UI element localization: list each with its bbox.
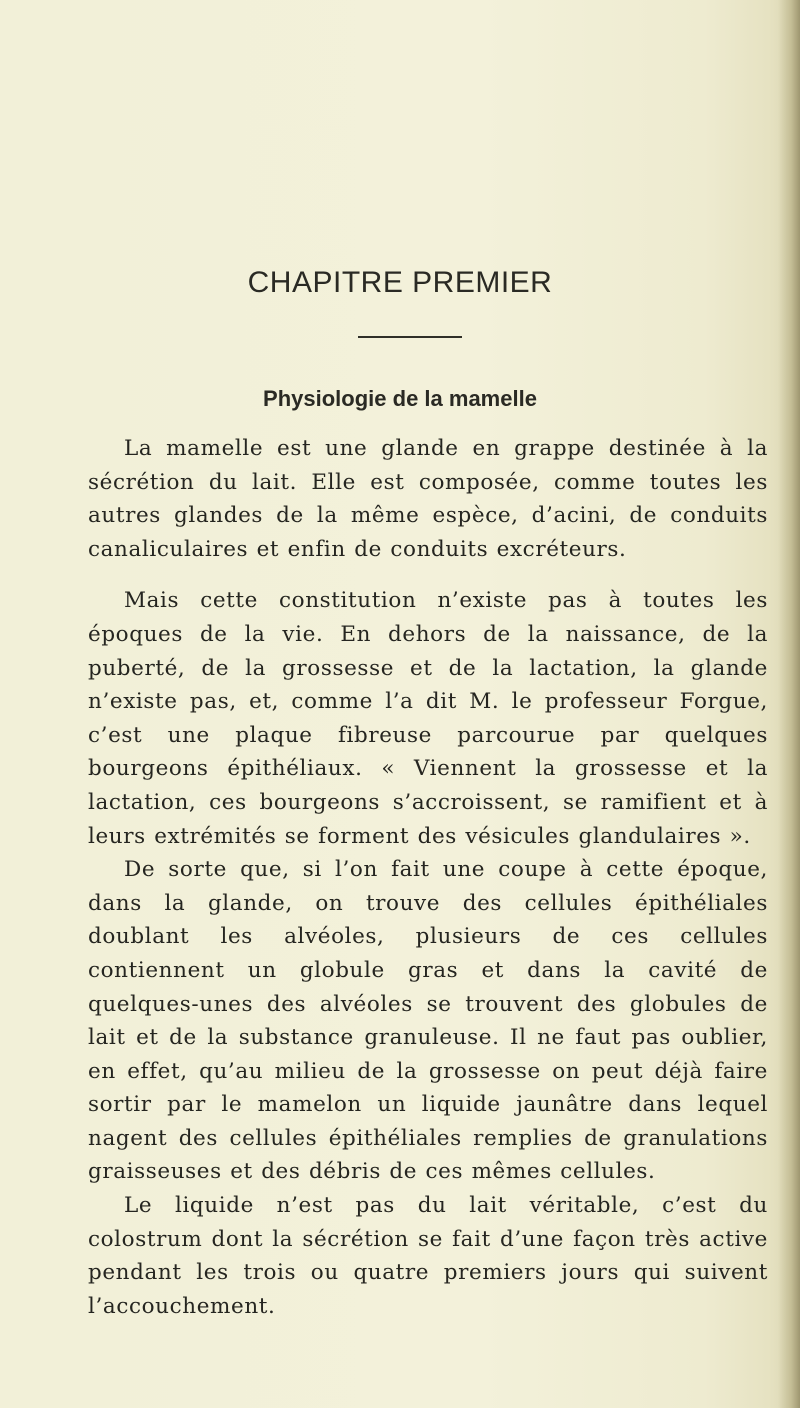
paragraph-1: La mamelle est une glande en grappe destinée à la sécrétion du lait. Elle est composée, comme toutes les autres glandes de la même espèce, d’acini, de conduits canaliculaires et enfin de conduits excréteurs. bbox=[88, 436, 768, 562]
paragraph-4: Le liquide n’est pas du lait véritable, c’est du colostrum dont la sécrétion se fait d’une façon très active pendant les trois ou quatre premiers jours qui suivent l’accouchement. bbox=[88, 1193, 768, 1319]
chapter-title: CHAPITRE PREMIER bbox=[247, 266, 553, 299]
paragraph-3: De sorte que, si l’on fait une coupe à cette époque, dans la glande, on trouve des cellules épithéliales doublant les alvéoles, plusieurs de ces cellules contiennent un globule gras et dans la cavité de quelques-unes des alvéoles se trouvent des globules de lait et de la substance granuleuse. Il ne faut pas oublier, en effet, qu’au milieu de la grossesse on peut déjà faire sortir par le mamelon un liquide jaunâtre dans lequel nagent des cellules épithéliales remplies de granulations graisseuses et des débris de ces mêmes cellules. bbox=[88, 857, 768, 1185]
section-heading: Physiologie de la mamelle bbox=[263, 386, 537, 411]
title-divider bbox=[358, 336, 462, 338]
paragraph-2: Mais cette constitution n’existe pas à toutes les époques de la vie. En dehors de la naissance, de la puberté, de la grossesse et de la lactation, la glande n’existe pas, et, comme l’a dit M. le professeur Forgue, c’est une plaque fibreuse parcourue par quelques bourgeons épithéliaux. « Viennent la grossesse et la lactation, ces bourgeons s’accroissent, se ramifient et à leurs extrémités se forment des vésicules glandulaires ». bbox=[88, 588, 768, 849]
body-text bbox=[88, 432, 768, 1323]
page-edge-shadow bbox=[778, 0, 800, 1408]
